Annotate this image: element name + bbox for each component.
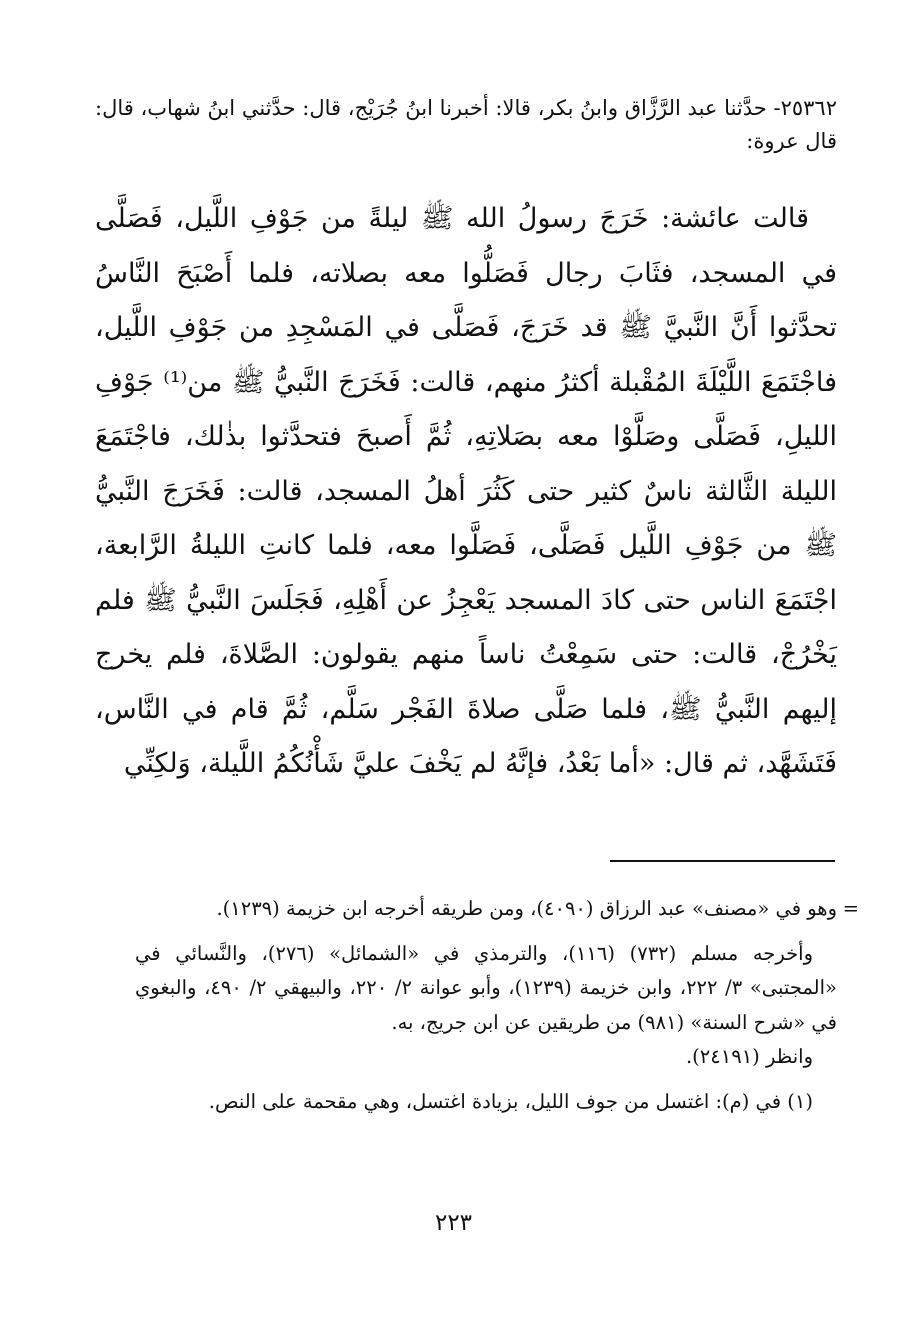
footnote-continuation: وهو في «مصنف» عبد الرزاق (٤٠٩٠)، ومن طريقه أخرجه ابن خزيمة (١٢٣٩). xyxy=(216,897,837,920)
footnotes xyxy=(135,892,859,1119)
hadith-matn: قالت عائشة: خَرَجَ رسولُ الله ﷺ ليلةً من جَوْفِ اللَّيل، فَصَلَّى في المسجد، فثَابَ رجال فَصَلُّوا معه بصلاته، فلما أَصْبَحَ النَّاسُ تحدَّثوا أَنَّ النَّبيَّ ﷺ قد خَرَجَ، فَصَلَّى في المَسْجِدِ من جَوْفِ اللَّيل، فاجْتَمَعَ اللَّيْلَةَ المُقْبلة أكثرُ منهم، قالت: فَخَرَجَ النَّبيُّ ﷺ من⁽¹⁾ جَوْفِ الليلِ، فَصَلَّى وصَلَّوْا معه بصَلاتِهِ، ثُمَّ أَصبحَ فتحدَّثوا بذٰلك، فاجْتَمَعَ الليلة الثَّالثة ناسٌ كثير حتى كَثُرَ أهلُ المسجد، قالت: فَخَرَجَ النَّبيُّ ﷺ من جَوْفِ اللَّيل فَصَلَّى، فَصَلَّوا معه، فلما كانتِ الليلةُ الرَّابعة، اجْتَمَعَ الناس حتى كادَ المسجد يَعْجِزُ عن أَهْلِهِ، فَجَلَسَ النَّبيُّ ﷺ فلم يَخْرُجْ، قالت: حتى سَمِعْتُ ناساً منهم يقولون: الصَّلاةَ، فلم يخرج إليهم النَّبيُّ ﷺ، فلما صَلَّى صلاةَ الفَجْر سَلَّم، ثُمَّ قام في النَّاس، فَتَشَهَّد، ثم قال: «أما بَعْدُ، فإنَّهُ لم يَخْفَ عليَّ شَأْنُكُمُ اللَّيلة، وَلكِنِّي xyxy=(95,203,837,779)
continuation-mark: = xyxy=(842,897,859,920)
footnote-separator xyxy=(610,860,835,862)
hadith-header xyxy=(95,92,837,158)
hadith-body xyxy=(95,192,837,792)
page-number: ٢٢٣ xyxy=(434,1210,473,1236)
footnote-takhrij: وأخرجه مسلم (٧٣٢) (١١٦)، والترمذي في «الشمائل» (٢٧٦)، والنَّسائي في «المجتبى» ٣/ ٢٢٢، وابن خزيمة (١٢٣٩)، وأبو عوانة ٢/ ٢٢٠، والبيهقي ٢/ ٤٩٠، والبغوي في «شرح السنة» (٩٨١) من طريقين عن ابن جريج، به. xyxy=(135,941,837,1034)
hadith-isnad: ٢٥٣٦٢- حدَّثنا عبد الرَّزَّاق وابنُ بكر، قالا: أخبرنا ابنُ جُرَيْج، قال: حدَّثني ابنُ شهاب، قال: قال عروة: xyxy=(95,96,837,153)
footnote-see-also: وانظر (٢٤١٩١). xyxy=(685,1045,813,1068)
footnote-1: (١) في (م): اغتسل من جوف الليل، بزيادة اغتسل، وهي مقحمة على النص. xyxy=(208,1089,813,1113)
